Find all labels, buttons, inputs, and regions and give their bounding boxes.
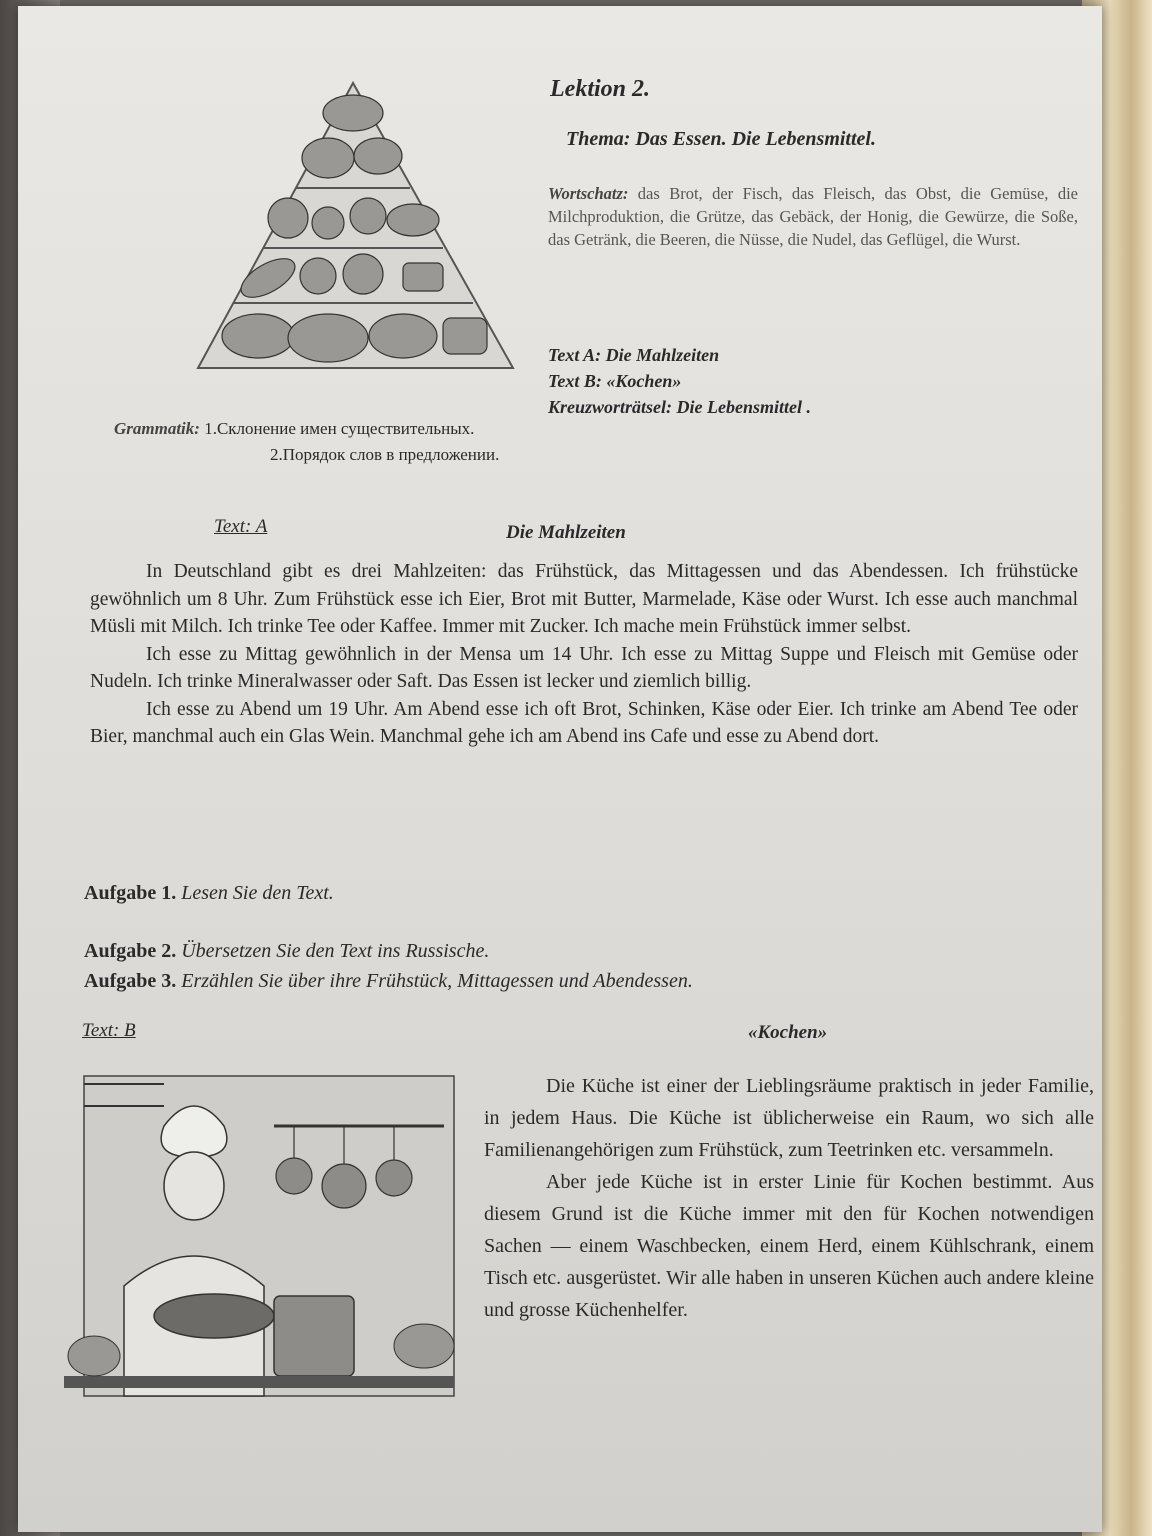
task-item	[84, 936, 693, 966]
task-label: Aufgabe 3.	[84, 970, 177, 992]
contents-crossword: Kreuzworträtsel: Die Lebensmittel .	[548, 397, 811, 417]
task-item	[84, 966, 693, 996]
grammar-item-2: 2.Порядок слов в предложении.	[270, 445, 500, 464]
text-a-paragraph: In Deutschland gibt es drei Mahlzeiten: das Frühstück, das Mittagessen und das Abendessen. Ich frühstücke gewöhnlich um 8 Uhr. Zum Frühstück esse ich Eier, Brot mit Butter, Marmelade, Käse oder Wurst. Ich esse auch manchmal Müsli mit Milch. Ich trinke Tee oder Kaffee. Immer mit Zucker. Ich mache mein Frühstück immer selbst.	[90, 561, 1078, 637]
task-text: Übersetzen Sie den Text ins Russische.	[181, 940, 490, 962]
task-item	[84, 878, 693, 908]
vocabulary-text: das Brot, der Fisch, das Fleisch, das Obst, die Gemüse, die Milchproduktion, die Grütze, das Gebäck, der Honig, die Gewürze, die Soße, das Getränk, die Beeren, die Nüsse, die Nudel, das Geflügel, die Wurst.	[548, 184, 1078, 249]
grammar-block	[114, 416, 499, 468]
text-b-paragraph: Die Küche ist einer der Lieblingsräume praktisch in jeder Familie, in jedem Haus. Die Küche ist üblicherweise ein Raum, wo sich alle Familienangehörigen zum Frühstück, zum Teetrinken etc. versammeln.	[484, 1075, 1094, 1161]
text-b-paragraph: Aber jede Küche ist in erster Linie für Kochen bestimmt. Aus diesem Grund ist die Küche immer mit den für Kochen notwendigen Sachen — einem Waschbecken, einem Herd, einem Kühlschrank, einem Tisch etc. ausgerüstet. Wir alle haben in unseren Küchen auch andere kleine und grosse Küchenhelfer.	[484, 1171, 1094, 1321]
text-b-title: «Kochen»	[748, 1022, 828, 1043]
worksheet-page	[18, 6, 1102, 1532]
chef-kitchen-icon	[44, 1066, 464, 1416]
text-a-title: Die Mahlzeiten	[506, 522, 626, 543]
text-b-label: Text: B	[82, 1020, 136, 1041]
task-label: Aufgabe 1.	[84, 882, 177, 904]
food-pyramid-icon	[178, 78, 528, 378]
grammar-label: Grammatik:	[114, 419, 200, 438]
vocabulary-label: Wortschatz:	[548, 184, 629, 203]
grammar-item-1: 1.Склонение имен существительных.	[204, 419, 475, 438]
text-a-paragraph: Ich esse zu Mittag gewöhnlich in der Mensa um 14 Uhr. Ich esse zu Mittag Suppe und Fleisch mit Gemüse oder Nudeln. Ich trinke Mineralwasser oder Saft. Das Essen ist lecker und ziemlich billig.	[90, 643, 1078, 692]
contents-text-a: Text A: Die Mahlzeiten	[548, 345, 720, 365]
task-text: Erzählen Sie über ihre Frühstück, Mittagessen und Abendessen.	[181, 970, 693, 992]
task-list	[84, 878, 693, 996]
contents-text-b: Text B: «Kochen»	[548, 371, 682, 391]
lesson-title: Lektion 2.	[550, 76, 650, 102]
text-a-paragraph: Ich esse zu Abend um 19 Uhr. Am Abend esse ich oft Brot, Schinken, Käse oder Eier. Ich trinke am Abend Tee oder Bier, manchmal auch ein Glas Wein. Manchmal gehe ich am Abend ins Cafe und esse zu Abend dort.	[90, 698, 1078, 747]
text-a-label: Text: A	[214, 516, 268, 537]
task-text: Lesen Sie den Text.	[181, 882, 334, 904]
task-label: Aufgabe 2.	[84, 940, 177, 962]
lesson-topic: Thema: Das Essen. Die Lebensmittel.	[566, 128, 876, 150]
vocabulary-block	[548, 182, 1078, 251]
text-a-body	[90, 558, 1078, 751]
text-b-body	[484, 1070, 1094, 1326]
contents-list	[548, 342, 811, 420]
